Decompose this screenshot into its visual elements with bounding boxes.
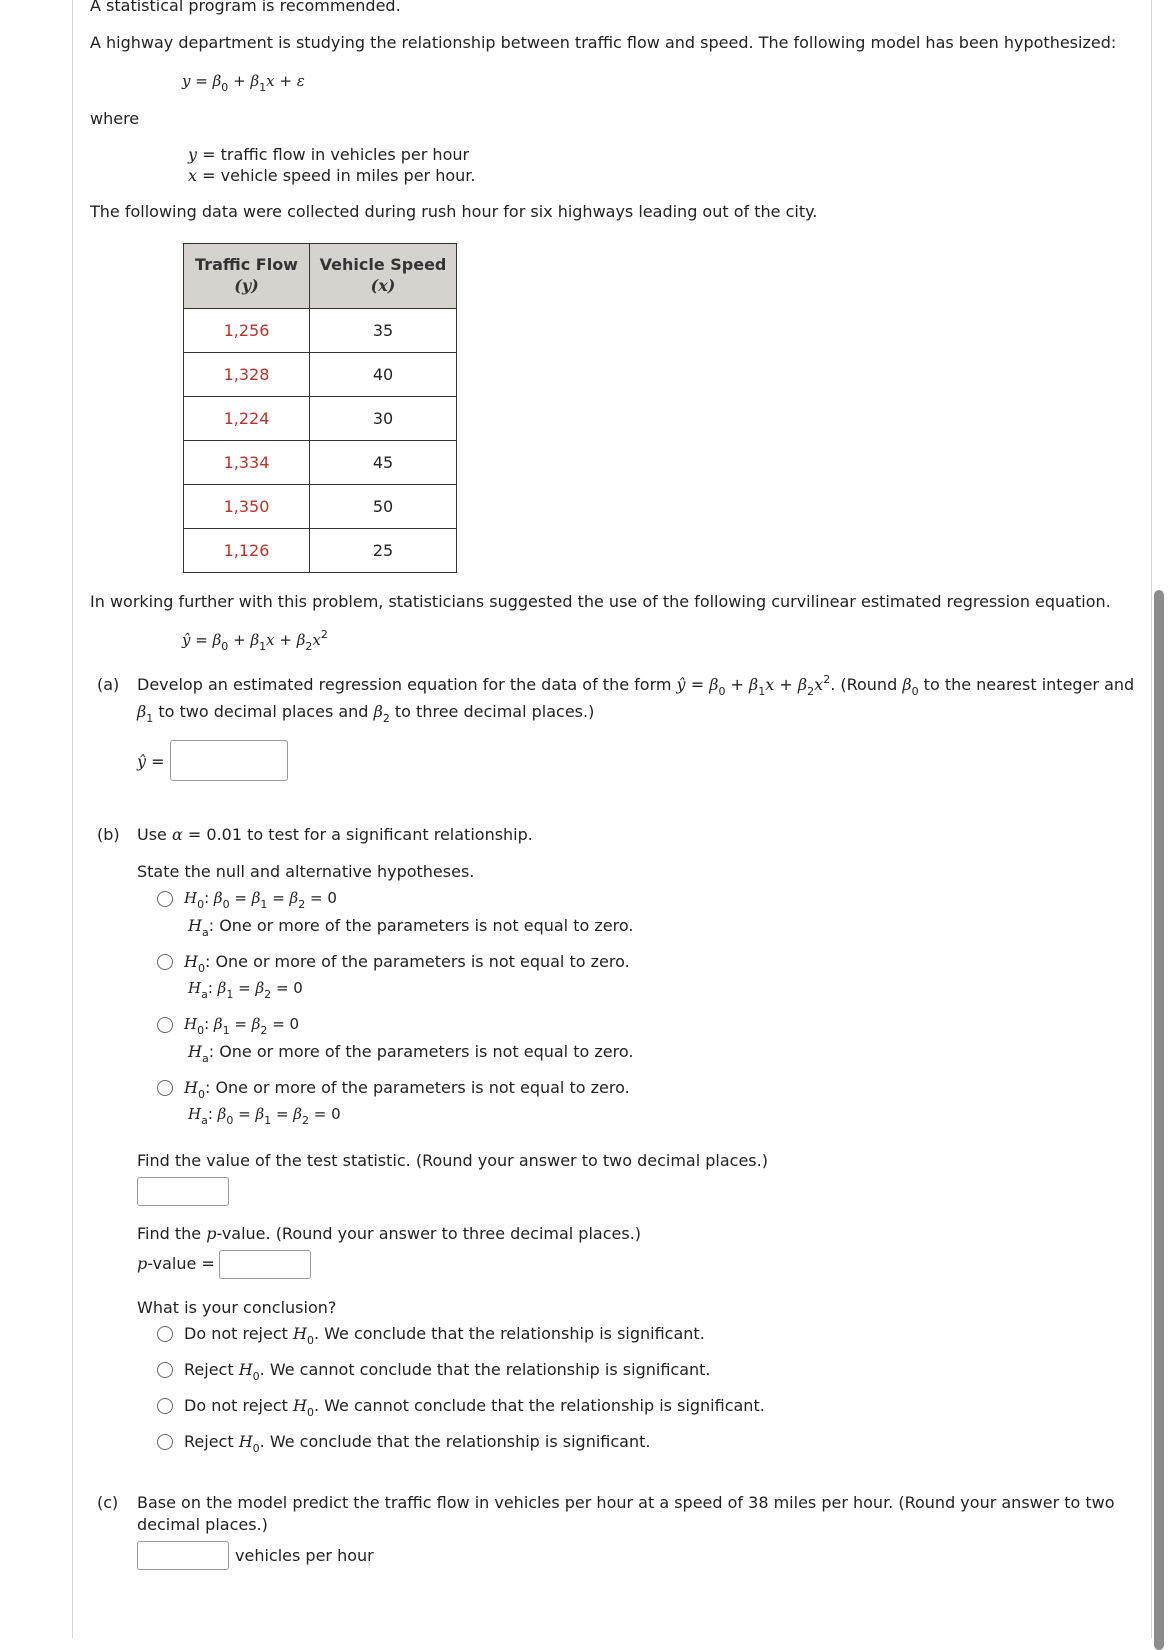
h2-beta2: β xyxy=(255,979,265,997)
table-row xyxy=(184,441,457,485)
prediction-unit: vehicles per hour xyxy=(235,1546,374,1565)
h1-Ha: H xyxy=(188,916,202,935)
def-x-text: vehicle speed in miles per hour. xyxy=(220,166,476,185)
h3-H0-sub: 0 xyxy=(197,1024,205,1037)
curv-yhat: ŷ xyxy=(182,631,191,649)
h2-eq: = xyxy=(238,979,251,997)
h2-b1-sub: 1 xyxy=(226,988,234,1001)
hypothesis-option-4[interactable] xyxy=(157,1080,173,1101)
hypothesis-4-ha: $H_a$: $\beta_0 = \beta_1 = \beta_2 = 0$ xyxy=(188,1105,341,1127)
curvilinear-equation xyxy=(182,628,328,653)
part-a-beta2: β xyxy=(797,675,808,694)
cell-vehicle-speed: 45 xyxy=(310,441,457,485)
radio-conclusion-1[interactable] xyxy=(157,1326,173,1342)
h4-Ha: H xyxy=(188,1105,202,1123)
table-row xyxy=(184,353,457,397)
cell-traffic-flow: 1,334 xyxy=(184,441,310,485)
p-value-label-text: -value = xyxy=(147,1254,215,1273)
header-vehicle-speed xyxy=(310,244,457,309)
part-a-x1: x xyxy=(765,675,775,694)
cell-vehicle-speed: 35 xyxy=(310,309,457,353)
radio-hypothesis-4[interactable] xyxy=(157,1080,173,1096)
h1-ha-text: One or more of the parameters is not equal to zero. xyxy=(219,916,634,935)
p-value-q2: -value. (Round your answer to three decimal places.) xyxy=(216,1224,642,1243)
h3-Ha-sub: a xyxy=(201,1052,209,1065)
h1-eq1: = xyxy=(234,889,247,907)
p-value-label-p: p xyxy=(137,1254,148,1273)
conclusion-4-a: Reject xyxy=(184,1432,234,1451)
header-vehicle-speed-symbol: (x) xyxy=(370,276,396,295)
conclusion-1-text: Do not reject $H_0$. We conclude that the relationship is significant. xyxy=(184,1324,705,1347)
hypothesis-4-h0: $H_0$: One or more of the parameters is not equal to zero. xyxy=(184,1078,630,1101)
h1-b2-sub: 2 xyxy=(298,898,306,911)
h3-H0: H xyxy=(184,1015,198,1033)
header-traffic-flow-label: Traffic Flow xyxy=(195,255,298,275)
h1-beta1: β xyxy=(251,889,261,907)
curv-beta0: β xyxy=(212,631,222,649)
h4-Ha-sub: a xyxy=(201,1114,208,1127)
header-vehicle-speed-label: Vehicle Speed xyxy=(319,255,447,275)
curv-beta2: β xyxy=(296,631,306,649)
part-b-alpha xyxy=(137,825,533,845)
conclusion-2-b: We cannot conclude that the relationship is significant. xyxy=(269,1360,711,1379)
conclusion-4-b: We conclude that the relationship is significant. xyxy=(269,1432,651,1451)
part-a-question-line1 xyxy=(137,673,1135,698)
regression-equation-input[interactable] xyxy=(170,740,288,781)
hypothesis-2-ha: $H_a$: $\beta_1 = \beta_2 = 0$ xyxy=(188,979,303,1001)
curv-sub1: 1 xyxy=(259,640,267,653)
curvilinear-intro: In working further with this problem, statisticians suggested the use of the following curvilinear estimated regression equation. xyxy=(90,592,1111,611)
h2-h0-text: One or more of the parameters is not equal to zero. xyxy=(215,952,630,971)
curv-plus1: + xyxy=(233,631,246,649)
h3-b2-sub: 2 xyxy=(260,1024,268,1037)
conclusion-3-H-sub: 0 xyxy=(306,1406,314,1419)
part-a-sup2: 2 xyxy=(823,673,831,686)
model-y: y xyxy=(182,72,191,90)
curv-plus2: + xyxy=(279,631,292,649)
conclusion-option-3[interactable] xyxy=(157,1398,173,1419)
h2-eq-zero: = 0 xyxy=(275,979,303,997)
scrollbar-thumb[interactable] xyxy=(1154,590,1164,1650)
part-a-text2: . (Round xyxy=(830,675,898,694)
h2-b2-sub: 2 xyxy=(264,988,272,1001)
p-value-label xyxy=(137,1254,215,1274)
conclusion-2-text: Reject $H_0$. We cannot conclude that the relationship is significant. xyxy=(184,1360,711,1383)
def-y-text: traffic flow in vehicles per hour xyxy=(220,145,470,164)
part-a-round-sub1: 1 xyxy=(146,712,154,725)
part-a-question-line2 xyxy=(137,702,595,725)
conclusion-3-text: Do not reject $H_0$. We cannot conclude that the relationship is significant. xyxy=(184,1396,765,1419)
conclusion-4-text: Reject $H_0$. We conclude that the relationship is significant. xyxy=(184,1432,651,1455)
curv-x2: x xyxy=(312,631,321,649)
h2-beta1: β xyxy=(217,979,227,997)
conclusion-option-2[interactable] xyxy=(157,1362,173,1383)
definition-x xyxy=(188,166,475,186)
p-value-input[interactable] xyxy=(219,1250,311,1279)
radio-conclusion-3[interactable] xyxy=(157,1398,173,1414)
curv-sub2: 2 xyxy=(305,640,313,653)
part-a-sub2: 2 xyxy=(807,685,815,698)
part-a-text1: Develop an estimated regression equation for the data of the form xyxy=(137,675,672,694)
conclusion-option-1[interactable] xyxy=(157,1326,173,1347)
where-label: where xyxy=(90,109,140,128)
def-x-sym: x xyxy=(188,166,198,185)
part-a-text4: to two decimal places and xyxy=(158,702,369,721)
h3-eq-zero: = 0 xyxy=(272,1015,300,1033)
top-note: A statistical program is recommended. xyxy=(90,0,401,15)
intro-text: A highway department is studying the relationship between traffic flow and speed. The following model has been hypothesized: xyxy=(90,33,1117,52)
part-a-beta1: β xyxy=(749,675,759,694)
curv-sup2: 2 xyxy=(320,628,328,641)
h2-Ha: H xyxy=(188,979,202,997)
cell-vehicle-speed: 30 xyxy=(310,397,457,441)
h4-eq1: = xyxy=(238,1105,251,1123)
cell-vehicle-speed: 25 xyxy=(310,529,457,573)
curv-eq: = xyxy=(195,631,208,649)
h1-Ha-sub: a xyxy=(201,926,209,939)
part-a-label: (a) xyxy=(97,675,120,694)
radio-hypothesis-2[interactable] xyxy=(157,954,173,970)
part-a-answer-yhat: ŷ xyxy=(137,752,147,771)
hypothesis-option-3[interactable] xyxy=(157,1017,173,1038)
h1-beta2: β xyxy=(289,889,299,907)
h2-H0-sub: 0 xyxy=(197,962,205,975)
table-row xyxy=(184,309,457,353)
radio-conclusion-2[interactable] xyxy=(157,1362,173,1378)
conclusion-question: What is your conclusion? xyxy=(137,1298,337,1317)
h1-b1-sub: 1 xyxy=(260,898,268,911)
part-a-round-beta2: β xyxy=(373,702,383,721)
h4-eq-zero: = 0 xyxy=(313,1105,341,1123)
conclusion-4-H: H xyxy=(238,1432,253,1451)
p-value-question xyxy=(137,1224,641,1244)
cell-traffic-flow: 1,256 xyxy=(184,309,310,353)
conclusion-3-b: We cannot conclude that the relationship is significant. xyxy=(324,1396,765,1415)
part-a-text3: to the nearest integer and xyxy=(923,675,1135,694)
cell-traffic-flow: 1,350 xyxy=(184,485,310,529)
model-sub1: 1 xyxy=(259,81,267,94)
h1-H0-sub: 0 xyxy=(197,898,205,911)
h1-eq2: = xyxy=(272,889,285,907)
conclusion-2-a: Reject xyxy=(184,1360,234,1379)
cell-traffic-flow: 1,224 xyxy=(184,397,310,441)
part-a-plus2: + xyxy=(779,675,793,694)
h1-H0: H xyxy=(184,889,198,907)
part-b-label: (b) xyxy=(97,825,120,844)
hypothesis-3-h0: $H_0$: $\beta_1 = \beta_2 = 0$ xyxy=(184,1015,300,1037)
model-beta1: β xyxy=(250,72,260,90)
h2-H0: H xyxy=(184,952,198,971)
part-a-yhat: ŷ xyxy=(676,675,686,694)
part-b-alpha-symbol: α xyxy=(171,825,183,844)
model-epsilon: ε xyxy=(296,72,305,90)
h4-h0-text: One or more of the parameters is not equal to zero. xyxy=(215,1078,630,1097)
curv-sub0: 0 xyxy=(221,640,229,653)
conclusion-4-H-sub: 0 xyxy=(252,1442,260,1455)
h4-H0: H xyxy=(184,1078,198,1097)
h3-beta1: β xyxy=(213,1015,223,1033)
part-a-answer-label xyxy=(137,752,165,772)
p-value-q-p: p xyxy=(206,1224,217,1243)
cell-vehicle-speed: 50 xyxy=(310,485,457,529)
table-row xyxy=(184,397,457,441)
state-hypotheses: State the null and alternative hypotheses. xyxy=(137,862,475,881)
h4-beta0: β xyxy=(217,1105,227,1123)
part-c-question-line1: Base on the model predict the traffic flow in vehicles per hour at a speed of 38 miles per hour. (Round your answer to two xyxy=(137,1493,1115,1512)
conclusion-option-4[interactable] xyxy=(157,1434,173,1455)
table-header-row xyxy=(184,244,457,309)
h1-b0-sub: 0 xyxy=(222,898,230,911)
hypothesized-model xyxy=(182,72,305,94)
model-plus2: + xyxy=(279,72,292,90)
part-a-round-sub0: 0 xyxy=(911,685,919,698)
conclusion-2-H: H xyxy=(238,1360,253,1379)
h1-eq-zero: = 0 xyxy=(310,889,337,907)
header-traffic-flow xyxy=(184,244,310,309)
conclusion-1-a: Do not reject xyxy=(184,1324,288,1343)
h1-beta0: β xyxy=(213,889,223,907)
part-a-answer-eq: = xyxy=(151,752,165,771)
h4-b0-sub: 0 xyxy=(226,1114,234,1127)
part-a-sub1: 1 xyxy=(758,685,766,698)
conclusion-3-H: H xyxy=(293,1396,307,1415)
def-y-sym: y xyxy=(188,145,198,164)
part-a-sub0: 0 xyxy=(718,685,726,698)
p-value-q1: Find the xyxy=(137,1224,202,1243)
h3-b1-sub: 1 xyxy=(222,1024,230,1037)
hypothesis-1-ha: $H_a$: One or more of the parameters is not equal to zero. xyxy=(188,916,634,939)
model-plus1: + xyxy=(233,72,246,90)
traffic-flow-prediction-input[interactable] xyxy=(137,1541,229,1570)
def-y-eq: = xyxy=(202,145,216,164)
part-b-alpha-text1: Use xyxy=(137,825,167,844)
test-statistic-question: Find the value of the test statistic. (Round your answer to two decimal places.) xyxy=(137,1151,768,1170)
table-row xyxy=(184,485,457,529)
part-a-beta0: β xyxy=(709,675,719,694)
h3-beta2: β xyxy=(251,1015,261,1033)
data-table xyxy=(183,243,457,573)
model-sub0: 0 xyxy=(221,81,229,94)
hypothesis-1-h0: $H_0$: $\beta_0 = \beta_1 = \beta_2 = 0$ xyxy=(184,889,337,911)
definition-y xyxy=(188,145,469,165)
part-a-x2: x xyxy=(814,675,824,694)
h4-H0-sub: 0 xyxy=(197,1088,205,1101)
model-x: x xyxy=(266,72,275,90)
radio-hypothesis-1[interactable] xyxy=(157,891,173,907)
part-b-alpha-text2: = 0.01 to test for a significant relationship. xyxy=(187,825,533,844)
hypothesis-2-h0: $H_0$: One or more of the parameters is not equal to zero. xyxy=(184,952,630,975)
conclusion-3-a: Do not reject xyxy=(184,1396,288,1415)
h3-ha-text: One or more of the parameters is not equal to zero. xyxy=(219,1042,634,1061)
curv-beta1: β xyxy=(250,631,260,649)
model-beta0: β xyxy=(212,72,222,90)
def-x-eq: = xyxy=(202,166,216,185)
radio-conclusion-4[interactable] xyxy=(157,1434,173,1450)
hypothesis-option-1[interactable] xyxy=(157,891,173,912)
conclusion-1-H-sub: 0 xyxy=(306,1334,314,1347)
model-eq: = xyxy=(195,72,208,90)
test-statistic-input[interactable] xyxy=(137,1177,229,1206)
part-c-label: (c) xyxy=(97,1493,119,1512)
table-row xyxy=(184,529,457,573)
part-a-round-sub2: 2 xyxy=(382,712,390,725)
cell-traffic-flow: 1,126 xyxy=(184,529,310,573)
hypothesis-3-ha: $H_a$: One or more of the parameters is not equal to zero. xyxy=(188,1042,634,1065)
part-a-plus1: + xyxy=(730,675,744,694)
data-intro: The following data were collected during rush hour for six highways leading out of the city. xyxy=(90,202,818,221)
h3-eq: = xyxy=(234,1015,247,1033)
h4-eq2: = xyxy=(275,1105,289,1123)
h4-b1-sub: 1 xyxy=(264,1114,272,1127)
h4-beta1: β xyxy=(255,1105,265,1123)
curv-x1: x xyxy=(266,631,275,649)
h2-Ha-sub: a xyxy=(201,988,208,1001)
h4-beta2: β xyxy=(293,1105,302,1123)
conclusion-1-b: We conclude that the relationship is significant. xyxy=(324,1324,705,1343)
cell-traffic-flow: 1,328 xyxy=(184,353,310,397)
radio-hypothesis-3[interactable] xyxy=(157,1017,173,1033)
h3-Ha: H xyxy=(188,1042,202,1061)
part-a-round-beta0: β xyxy=(902,675,912,694)
cell-vehicle-speed: 40 xyxy=(310,353,457,397)
hypothesis-option-2[interactable] xyxy=(157,954,173,975)
conclusion-1-H: H xyxy=(293,1324,307,1343)
part-a-eq: = xyxy=(690,675,705,694)
conclusion-2-H-sub: 0 xyxy=(252,1370,260,1383)
part-a-text5: to three decimal places.) xyxy=(394,702,595,721)
header-traffic-flow-symbol: (y) xyxy=(234,276,259,295)
h4-b2-sub: 2 xyxy=(301,1114,309,1127)
part-a-round-beta1: β xyxy=(137,702,147,721)
part-c-question-line2: decimal places.) xyxy=(137,1515,268,1534)
